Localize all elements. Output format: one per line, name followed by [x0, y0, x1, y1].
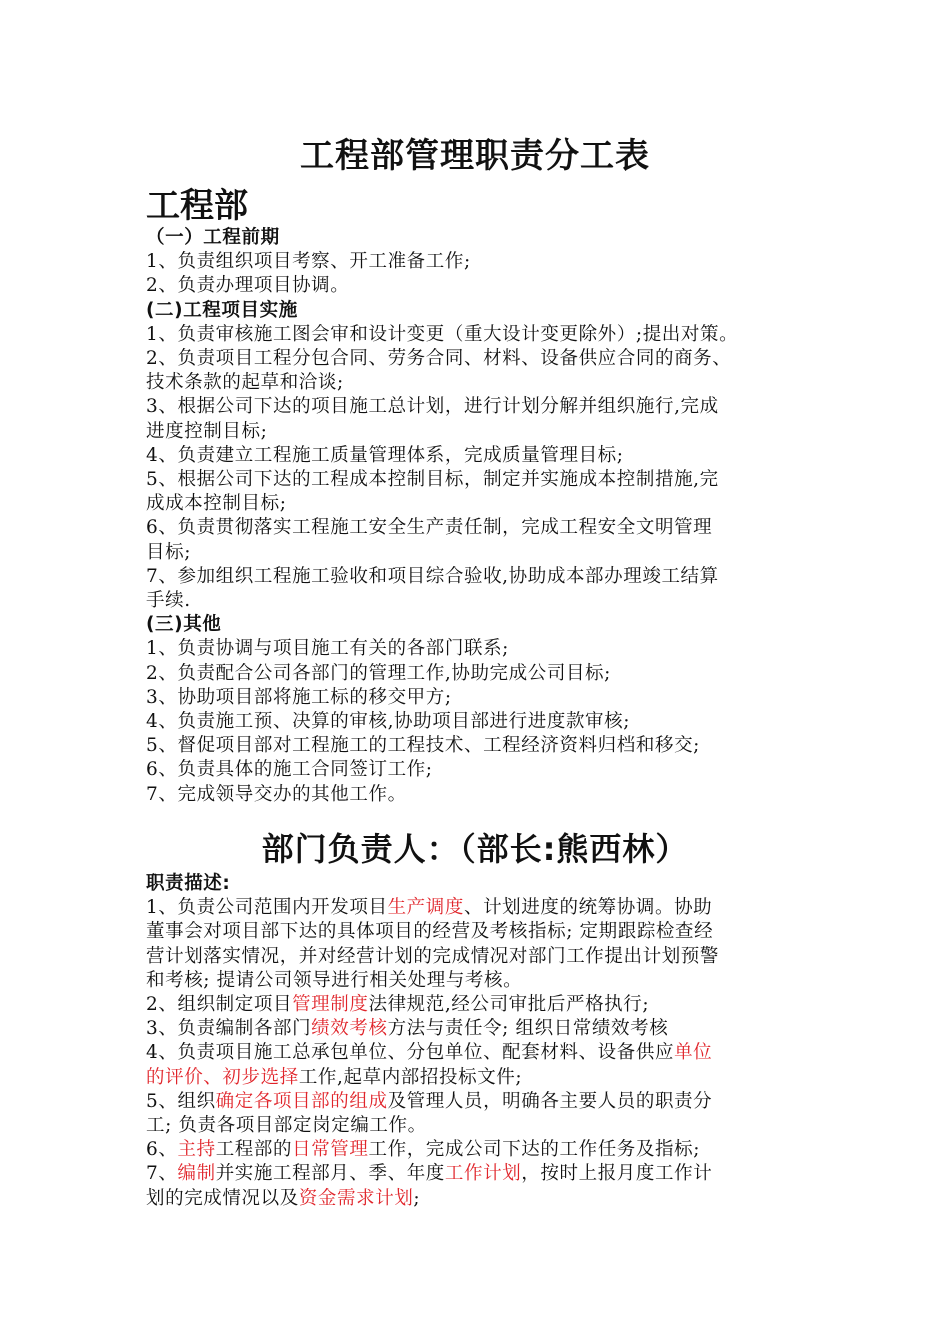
section-heading: (三)其他 — [146, 614, 222, 636]
duty-text: 划的完成情况以及 — [146, 1187, 299, 1209]
duty-text: 及管理人员，明确各主要人员的职责分 — [387, 1090, 713, 1112]
section-line: 2、负责办理项目协调。 — [146, 275, 350, 297]
duty-line — [146, 920, 836, 944]
highlighted-term: 生产调度 — [387, 897, 464, 919]
highlighted-term: 的评价、初步选择 — [146, 1066, 299, 1088]
duty-text: 5、组织 — [146, 1090, 216, 1112]
section-line: 进度控制目标; — [146, 420, 268, 442]
duty-line — [146, 1017, 836, 1041]
duty-text: 法律规范,经公司审批后严格执行; — [368, 994, 650, 1016]
document-title: 工程部管理职责分工表 — [300, 136, 650, 176]
duty-description-heading: 职责描述: — [146, 873, 231, 894]
section-line: 5、督促项目部对工程施工的工程技术、工程经济资料归档和移交; — [146, 735, 701, 757]
duty-text: 工作,起草内部招投标文件; — [298, 1066, 523, 1088]
duty-text: 2、组织制定项目 — [146, 994, 293, 1016]
section-line: 4、负责建立工程施工质量管理体系，完成质量管理目标; — [146, 444, 624, 466]
department-head-heading: 部门负责人：（部长:熊西林） — [261, 830, 689, 868]
duty-text: 和考核; 提请公司领导进行相关处理与考核。 — [146, 969, 523, 991]
duty-text: 7、 — [146, 1163, 178, 1185]
highlighted-term: 确定各项目部的组成 — [215, 1090, 388, 1112]
duty-line — [146, 1090, 836, 1114]
section-line: 2、负责配合公司各部门的管理工作,协助完成公司目标; — [146, 662, 611, 684]
duty-line — [146, 969, 836, 993]
section-line: 7、参加组织工程施工验收和项目综合验收,协助成本部办理竣工结算 — [146, 565, 719, 587]
highlighted-term: 工作计划 — [444, 1163, 522, 1185]
section-line: 3、根据公司下达的项目施工总计划，进行计划分解并组织施行,完成 — [146, 396, 719, 418]
section-line: 技术条款的起草和洽谈; — [146, 372, 344, 394]
department-title: 工程部 — [146, 186, 248, 226]
duty-line — [146, 1114, 836, 1138]
duty-text: 营计划落实情况，并对经营计划的完成情况对部门工作提出计划预警 — [146, 945, 720, 967]
duty-text: 工作，完成公司下达的工作任务及指标; — [368, 1139, 701, 1161]
department-duties — [146, 226, 836, 807]
highlighted-term: 编制 — [177, 1163, 216, 1185]
duty-text: 方法与责任令; 组织日常绩效考核 — [387, 1018, 669, 1040]
section-line: 5、根据公司下达的工程成本控制目标，制定并实施成本控制措施,完 — [146, 469, 719, 491]
duty-line — [146, 1041, 836, 1065]
duty-line — [146, 896, 836, 920]
section-line: 2、负责项目工程分包合同、劳务合同、材料、设备供应合同的商务、 — [146, 348, 732, 370]
duty-text: 工; 负责各项目部定岗定编工作。 — [146, 1115, 427, 1137]
duty-text: 1、负责公司范围内开发项目 — [146, 897, 388, 919]
section-line: 6、负责具体的施工合同签订工作; — [146, 759, 433, 781]
duty-line — [146, 1162, 836, 1186]
highlighted-term: 单位 — [674, 1042, 713, 1064]
section-line: 3、协助项目部将施工标的移交甲方; — [146, 686, 452, 708]
duty-line — [146, 1187, 836, 1211]
section-line: 1、负责协调与项目施工有关的各部门联系; — [146, 638, 510, 660]
section-heading: （一）工程前期 — [146, 227, 280, 248]
duty-text: 并实施工程部月、季、年度 — [215, 1163, 445, 1185]
duty-text: 4、负责项目施工总承包单位、分包单位、配套材料、设备供应 — [146, 1042, 675, 1064]
section-line: 目标; — [146, 541, 192, 563]
highlighted-term: 管理制度 — [292, 994, 369, 1016]
duty-text: ; — [413, 1187, 421, 1209]
highlighted-term: 主持 — [177, 1139, 216, 1161]
section-line: 7、完成领导交办的其他工作。 — [146, 783, 407, 805]
highlighted-term: 日常管理 — [292, 1139, 369, 1161]
head-duties — [146, 872, 836, 1211]
section-line: 1、负责审核施工图会审和设计变更（重大设计变更除外）;提出对策。 — [146, 323, 739, 345]
duty-text: ，按时上报月度工作计 — [521, 1163, 713, 1185]
section-line: 4、负责施工预、决算的审核,协助项目部进行进度款审核; — [146, 711, 631, 733]
duty-text: 董事会对项目部下达的具体项目的经营及考核指标; 定期跟踪检查经 — [146, 921, 714, 943]
duty-text: 3、负责编制各部门 — [146, 1018, 312, 1040]
duty-line — [146, 1066, 836, 1090]
section-line: 1、负责组织项目考察、开工准备工作; — [146, 251, 471, 273]
duty-text: 6、 — [146, 1139, 178, 1161]
duty-lines — [146, 896, 836, 1211]
section-line: 手续. — [146, 590, 191, 612]
duty-text: 、计划进度的统筹协调。协助 — [463, 897, 713, 919]
duty-line — [146, 1138, 836, 1162]
section-line: 成成本控制目标; — [146, 493, 287, 515]
section-heading: (二)工程项目实施 — [146, 299, 298, 321]
highlighted-term: 绩效考核 — [311, 1018, 388, 1040]
duty-text: 工程部的 — [215, 1139, 293, 1161]
section-line: 6、负责贯彻落实工程施工安全生产责任制，完成工程安全文明管理 — [146, 517, 713, 539]
duty-line — [146, 993, 836, 1017]
highlighted-term: 资金需求计划 — [298, 1187, 414, 1209]
duty-line — [146, 945, 836, 969]
